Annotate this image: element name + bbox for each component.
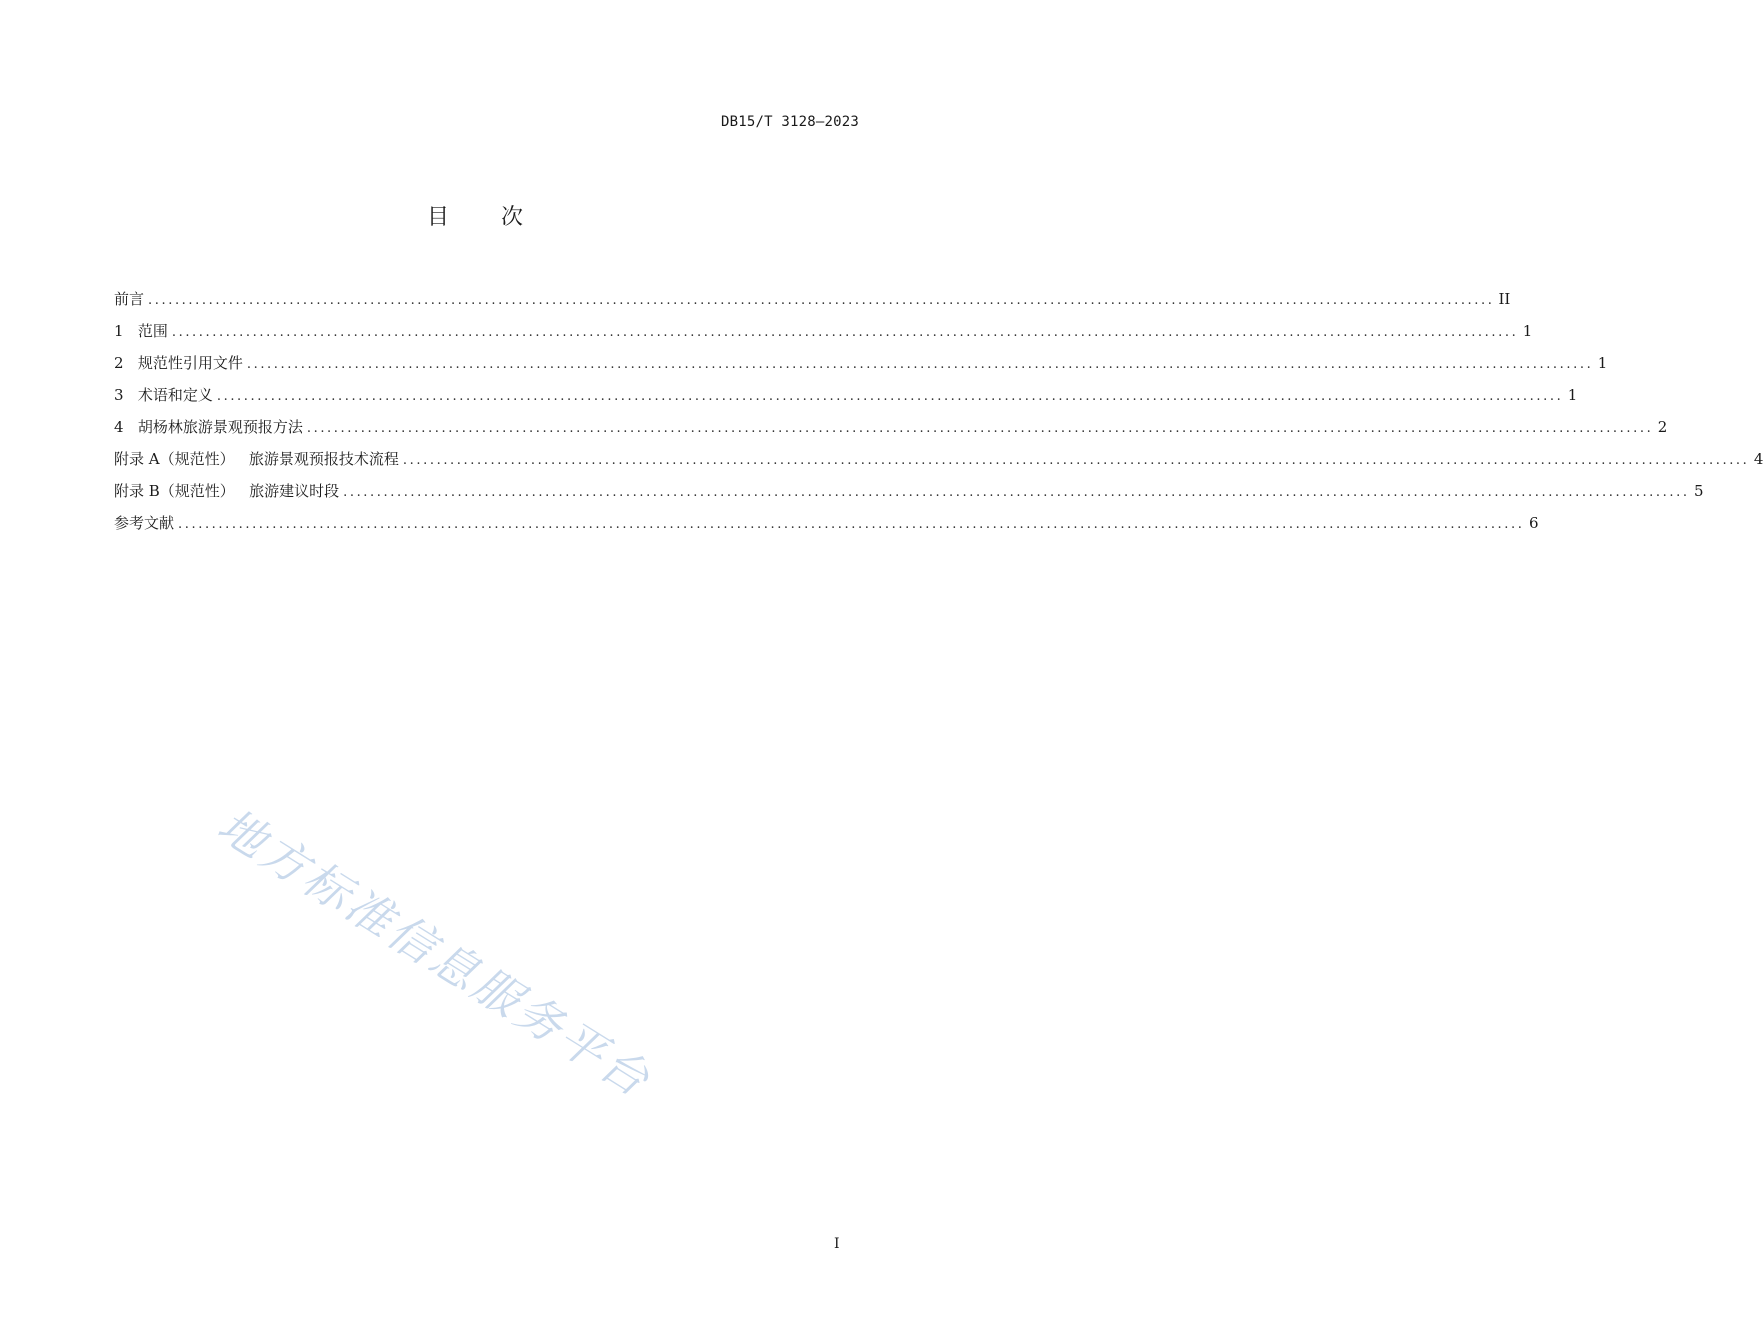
- toc-entry-bibliography[interactable]: [114, 512, 1539, 544]
- toc-entry-appendix-a[interactable]: [114, 448, 1763, 480]
- toc-entry-label: 2 规范性引用文件: [114, 354, 243, 372]
- toc-entry-terms[interactable]: [114, 384, 1578, 416]
- toc-leader-dots: ........................................................................................................................................................................................................: [246, 357, 1594, 372]
- toc-leader-dots: ........................................................................................................................................................................................................: [178, 517, 1525, 532]
- title-char-1: 目: [426, 205, 449, 230]
- toc-entry-page: 6: [1528, 514, 1539, 532]
- toc-entry-page: 5: [1694, 482, 1704, 500]
- title-char-2: 次: [501, 205, 524, 230]
- table-of-contents: [114, 288, 1763, 544]
- toc-entry-page: 1: [1522, 322, 1533, 340]
- toc-entry-page: 2: [1657, 418, 1668, 436]
- toc-entry-appendix-b[interactable]: [114, 480, 1704, 512]
- toc-leader-dots: ........................................................................................................................................................................................................: [343, 485, 1690, 500]
- toc-entry-label: 3 术语和定义: [114, 386, 213, 404]
- toc-entry-page: 1: [1597, 354, 1608, 372]
- toc-entry-scope[interactable]: [114, 320, 1533, 352]
- toc-entry-page: 4: [1753, 450, 1763, 468]
- toc-entry-label: 前言: [114, 290, 145, 308]
- toc-leader-dots: ........................................................................................................................................................................................................: [148, 293, 1495, 308]
- toc-leader-dots: ........................................................................................................................................................................................................: [171, 325, 1519, 340]
- toc-entry-page: II: [1498, 290, 1511, 308]
- toc-entry-label: 参考文献: [114, 514, 175, 532]
- toc-entry-label: 1 范围: [114, 322, 168, 340]
- toc-leader-dots: ........................................................................................................................................................................................................: [402, 453, 1750, 468]
- watermark: 地方标准信息服务平台: [208, 797, 662, 1109]
- toc-leader-dots: ........................................................................................................................................................................................................: [306, 421, 1654, 436]
- page-title: [0, 200, 950, 231]
- toc-entry-label: 附录 A（规范性） 旅游景观预报技术流程: [114, 450, 399, 468]
- document-code: DB15/T 3128—2023: [720, 114, 859, 130]
- toc-leader-dots: ........................................................................................................................................................................................................: [216, 389, 1564, 404]
- toc-entry-label: 附录 B（规范性） 旅游建议时段: [114, 482, 340, 500]
- page-number: I: [834, 1236, 840, 1252]
- toc-entry-page: 1: [1567, 386, 1578, 404]
- toc-entry-method[interactable]: [114, 416, 1668, 448]
- toc-entry-foreword[interactable]: [114, 288, 1511, 320]
- toc-entry-label: 4 胡杨林旅游景观预报方法: [114, 418, 303, 436]
- toc-entry-normative-references[interactable]: [114, 352, 1608, 384]
